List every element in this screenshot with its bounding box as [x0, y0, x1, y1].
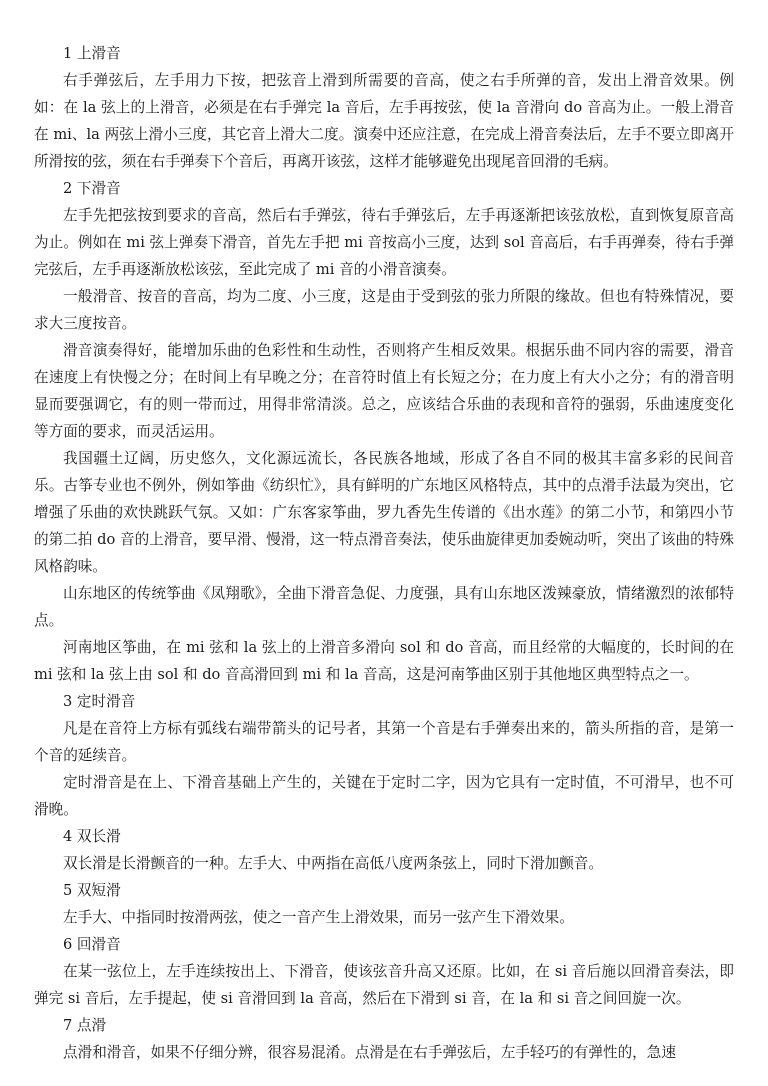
paragraph: 一般滑音、按音的音高，均为二度、小三度，这是由于受到弦的张力所限的缘故。但也有特殊情况，要求大三度按音。 [34, 288, 734, 332]
paragraph: 在某一弦位上，左手连续按出上、下滑音，使该弦音升高又还原。比如，在 si 音后施以回滑音奏法，即弹完 si 音后，左手提起，使 si 音滑回到 la 音高，然后在下滑到 si 音，在 la 和 si 音之间回旋一次。 [34, 963, 734, 1007]
paragraph: 凡是在音符上方标有弧线右端带箭头的记号者，其第一个音是右手弹奏出来的，箭头所指的音，是第一个音的延续音。 [34, 720, 734, 764]
paragraph: 河南地区筝曲，在 mi 弦和 la 弦上的上滑音多滑向 sol 和 do 音高，而且经常的大幅度的，长时间的在 mi 弦和 la 弦上由 sol 和 do 音高滑回到 mi 和 la 音高，这是河南筝曲区别于其他地区典型特点之一。 [34, 639, 734, 683]
paragraph: 左手先把弦按到要求的音高，然后右手弹弦，待右手弹弦后，左手再逐渐把该弦放松，直到恢复原音高为止。例如在 mi 弦上弹奏下滑音，首先左手把 mi 音按高小三度，达到 sol 音高后，右手再弹奏，待右手弹完弦后，左手再逐渐放松该弦，至此完成了 mi 音的小滑音演奏。 [34, 207, 734, 278]
paragraph: 滑音演奏得好，能增加乐曲的色彩性和生动性，否则将产生相反效果。根据乐曲不同内容的需要，滑音在速度上有快慢之分；在时间上有早晚之分；在音符时值上有长短之分；在力度上有大小之分；有的滑音明显而要强调它，有的则一带而过，用得非常清淡。总之，应该结合乐曲的表现和音符的强弱，乐曲速度变化等方面的要求，而灵活运用。 [34, 342, 734, 440]
paragraph: 左手大、中指同时按滑两弦，使之一音产生上滑效果，而另一弦产生下滑效果。 [63, 909, 574, 926]
paragraph: 点滑和滑音，如果不仔细分辨，很容易混淆。点滑是在右手弹弦后，左手轻巧的有弹性的，急速 [63, 1044, 676, 1061]
document-page [34, 40, 734, 1066]
section-heading-2: 2 下滑音 [63, 180, 121, 197]
section-heading-4: 4 双长滑 [63, 828, 121, 845]
section-heading-5: 5 双短滑 [63, 882, 121, 899]
section-heading-7: 7 点滑 [63, 1017, 107, 1034]
paragraph: 我国疆土辽阔，历史悠久，文化源远流长，各民族各地域，形成了各自不同的极其丰富多彩的民间音乐。古筝专业也不例外，例如筝曲《纺织忙》，具有鲜明的广东地区风格特点，其中的点滑手法最为突出，它增强了乐曲的欢快跳跃气氛。又如：广东客家筝曲，罗九香先生传谱的《出水莲》的第二小节，和第四小节的第二拍 do 音的上滑音，要早滑、慢滑，这一特点滑音奏法，使乐曲旋律更加委婉动听，突出了该曲的特殊风格韵味。 [34, 450, 734, 575]
section-heading-6: 6 回滑音 [63, 936, 121, 953]
paragraph: 山东地区的传统筝曲《凤翔歌》，全曲下滑音急促、力度强，具有山东地区泼辣豪放，情绪激烈的浓郁特点。 [34, 585, 734, 629]
paragraph: 右手弹弦后，左手用力下按，把弦音上滑到所需要的音高，使之右手所弹的音，发出上滑音效果。例如：在 la 弦上的上滑音，必须是在右手弹完 la 音后，左手再按弦，使 la 音滑向 do 音高为止。一般上滑音在 mi、la 两弦上滑小三度，其它音上滑大二度。演奏中还应注意，在完成上滑音奏法后，左手不要立即离开所滑按的弦，须在右手弹奏下个音后，再离开该弦，这样才能够避免出现尾音回滑的毛病。 [34, 72, 734, 170]
section-heading-3: 3 定时滑音 [63, 693, 136, 710]
paragraph: 双长滑是长滑颤音的一种。左手大、中两指在高低八度两条弦上，同时下滑加颤音。 [63, 855, 603, 872]
paragraph: 定时滑音是在上、下滑音基础上产生的，关键在于定时二字，因为它具有一定时值，不可滑早，也不可滑晚。 [34, 774, 734, 818]
section-heading-1: 1 上滑音 [63, 45, 121, 62]
